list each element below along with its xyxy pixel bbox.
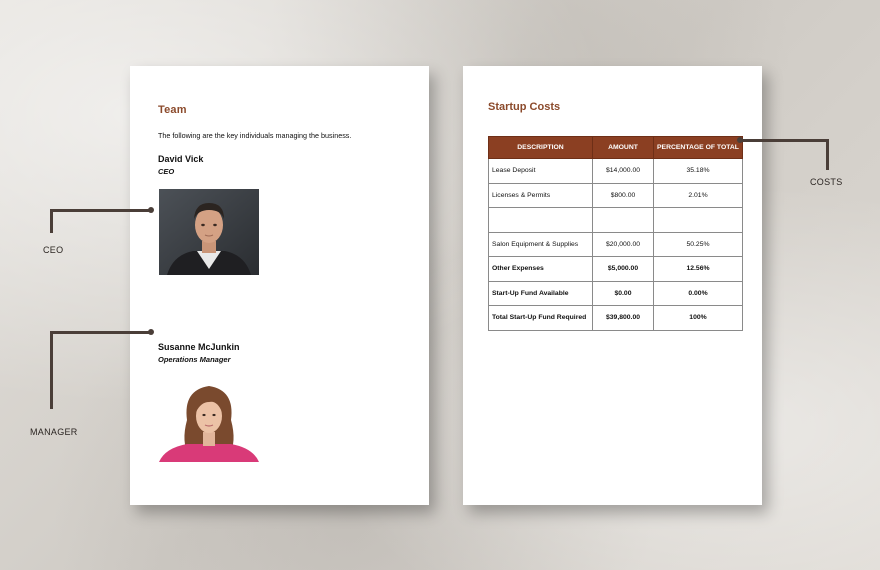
team-page bbox=[130, 66, 429, 505]
costs-callout-label: COSTS bbox=[810, 177, 843, 187]
ceo-photo bbox=[159, 189, 259, 275]
table-row bbox=[489, 232, 743, 257]
manager-callout-dot bbox=[148, 329, 154, 335]
ceo-callout-dot bbox=[148, 207, 154, 213]
ceo-name: David Vick bbox=[158, 154, 204, 164]
cell-percent: 35.18% bbox=[654, 159, 743, 184]
ceo-callout-line bbox=[50, 209, 150, 212]
ceo-role: CEO bbox=[158, 167, 175, 176]
cell-description: Start-Up Fund Available bbox=[489, 281, 593, 306]
table-row bbox=[489, 208, 743, 233]
manager-role: Operations Manager bbox=[158, 355, 231, 364]
cell-description: Other Expenses bbox=[489, 257, 593, 282]
cell-amount: $39,800.00 bbox=[593, 306, 654, 331]
cell-description: Total Start-Up Fund Required bbox=[489, 306, 593, 331]
costs-callout-dot bbox=[737, 137, 743, 143]
header-percentage: PERCENTAGE OF TOTAL bbox=[654, 137, 743, 159]
cell-amount: $800.00 bbox=[593, 183, 654, 208]
cell-amount: $20,000.00 bbox=[593, 232, 654, 257]
manager-callout-line-vertical bbox=[50, 331, 53, 409]
manager-callout-line bbox=[50, 331, 150, 334]
table-row bbox=[489, 306, 743, 331]
startup-costs-title: Startup Costs bbox=[488, 101, 561, 113]
cell-percent bbox=[654, 208, 743, 233]
manager-name: Susanne McJunkin bbox=[158, 342, 240, 352]
header-amount: AMOUNT bbox=[593, 137, 654, 159]
table-row bbox=[489, 281, 743, 306]
table-row bbox=[489, 159, 743, 184]
ceo-callout-label: CEO bbox=[43, 245, 64, 255]
table-row bbox=[489, 257, 743, 282]
cell-amount: $5,000.00 bbox=[593, 257, 654, 282]
ceo-callout-line-vertical bbox=[50, 209, 53, 233]
manager-callout-label: MANAGER bbox=[30, 427, 78, 437]
cell-description: Licenses & Permits bbox=[489, 183, 593, 208]
table-row bbox=[489, 183, 743, 208]
manager-photo bbox=[159, 376, 259, 462]
cell-percent: 2.01% bbox=[654, 183, 743, 208]
team-intro-text: The following are the key individuals managing the business. bbox=[158, 131, 352, 140]
cell-description: Lease Deposit bbox=[489, 159, 593, 184]
cell-description bbox=[489, 208, 593, 233]
table-header-row bbox=[489, 137, 743, 159]
cell-amount bbox=[593, 208, 654, 233]
cell-percent: 12.56% bbox=[654, 257, 743, 282]
costs-callout-line bbox=[740, 139, 829, 142]
cell-description: Salon Equipment & Supplies bbox=[489, 232, 593, 257]
cell-percent: 100% bbox=[654, 306, 743, 331]
header-description: DESCRIPTION bbox=[489, 137, 593, 159]
costs-callout-line-vertical bbox=[826, 139, 829, 170]
cell-amount: $0.00 bbox=[593, 281, 654, 306]
cell-amount: $14,000.00 bbox=[593, 159, 654, 184]
team-title: Team bbox=[158, 104, 187, 116]
startup-costs-page bbox=[463, 66, 762, 505]
cell-percent: 0.00% bbox=[654, 281, 743, 306]
cell-percent: 50.25% bbox=[654, 232, 743, 257]
startup-costs-table bbox=[488, 136, 743, 331]
